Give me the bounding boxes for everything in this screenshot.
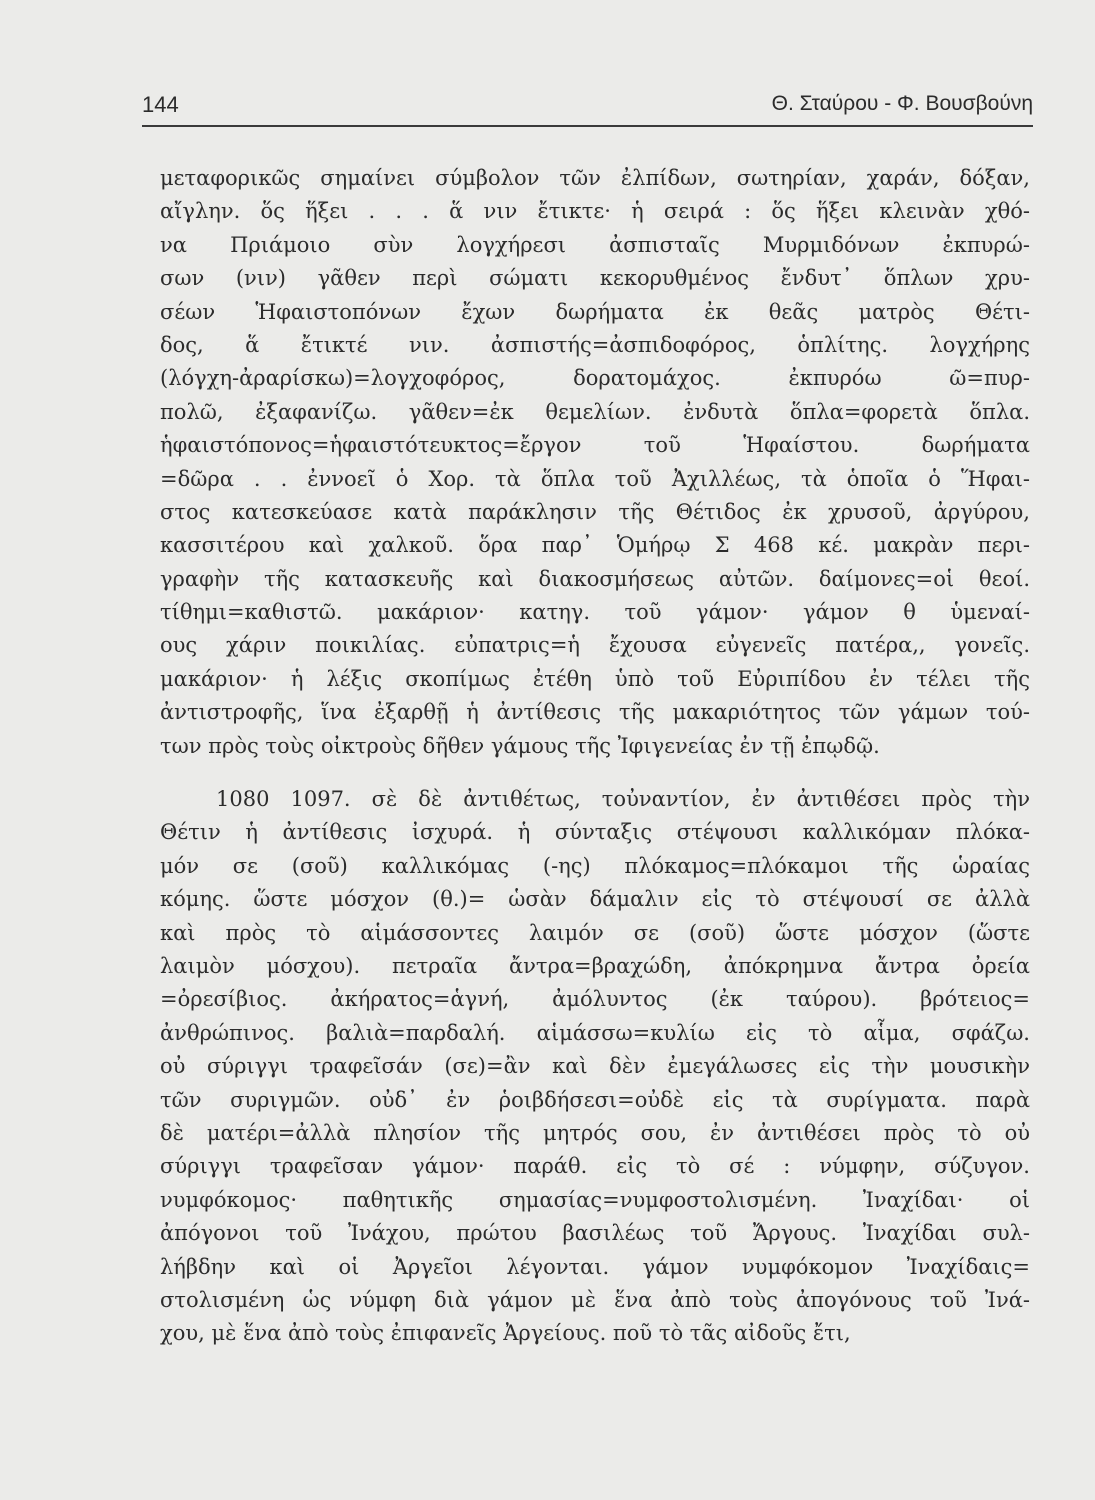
text-line: οὐ σύριγγι τραφεῖσάν (σε)=ἂν καὶ δὲν ἐμεγάλωσες εἰς τὴν μουσικὴν xyxy=(160,1054,1030,1079)
text-line: Θέτιν ἡ ἀντίθεσις ἰσχυρά. ἡ σύνταξις στέψουσι καλλικόμαν πλόκα- xyxy=(160,820,1030,845)
text-line: μεταφορικῶς σημαίνει σύμβολον τῶν ἐλπίδων, σωτηρίαν, χαράν, δόξαν, xyxy=(160,166,1030,190)
text-line: δος, ἅ ἔτικτέ νιν. ἀσπιστής=ἀσπιδοφόρος, ὁπλίτης. λογχήρης xyxy=(160,332,1030,357)
text-line: των πρὸς τοὺς οἰκτροὺς δῆθεν γάμους τῆς Ἰφιγενείας ἐν τῇ ἐπῳδῷ. xyxy=(160,733,880,758)
text-line: σέων Ἡφαιστοπόνων ἔχων δωρήματα ἐκ θεᾶς ματρὸς Θέτι- xyxy=(160,299,1030,324)
text-line: μακάριον· ἡ λέξις σκοπίμως ἐτέθη ὑπὸ τοῦ Εὐριπίδου ἐν τέλει τῆς xyxy=(160,666,1030,691)
text-line: καὶ πρὸς τὸ αἱμάσσοντες λαιμόν σε (σοῦ) ὥστε μόσχον (ὥστε xyxy=(160,920,1030,945)
commentary-text xyxy=(160,162,1030,1351)
page-number: 144 xyxy=(142,92,179,117)
page-header xyxy=(142,92,1033,124)
paragraph-1 xyxy=(160,162,1030,763)
header-rule xyxy=(142,125,1033,127)
text-line: ἀπόγονοι τοῦ Ἰνάχου, πρώτου βασιλέως τοῦ Ἄργους. Ἰναχίδαι συλ- xyxy=(160,1221,1030,1246)
text-line: σύριγγι τραφεῖσαν γάμον· παράθ. εἰς τὸ σέ : νύμφην, σύζυγον. xyxy=(160,1154,1030,1179)
text-line: πολῶ, ἐξαφανίζω. γᾶθεν=ἐκ θεμελίων. ἐνδυτὰ ὅπλα=φορετὰ ὅπλα. xyxy=(160,399,1030,424)
text-line: κασσιτέρου καὶ χαλκοῦ. ὅρα παρ᾽ Ὁμήρῳ Σ 468 κέ. μακρὰν περι- xyxy=(160,533,1030,558)
text-line: γραφὴν τῆς κατασκευῆς καὶ διακοσμήσεως αὐτῶν. δαίμονες=οἱ θεοί. xyxy=(160,566,1030,591)
text-line: κόμης. ὥστε μόσχον (θ.)= ὡσὰν δάμαλιν εἰς τὸ στέψουσί σε ἀλλὰ xyxy=(160,887,1030,912)
text-line: ους χάριν ποικιλίας. εὐπατρις=ἡ ἔχουσα εὐγενεῖς πατέρα,, γονεῖς. xyxy=(160,633,1030,658)
text-line: μόν σε (σοῦ) καλλικόμας (-ης) πλόκαμος=πλόκαμοι τῆς ὡραίας xyxy=(160,853,1030,878)
text-line: να Πριάμοιο σὺν λογχήρεσι ἀσπισταῖς Μυρμιδόνων ἐκπυρώ- xyxy=(160,232,1030,257)
text-line: στος κατεσκεύασε κατὰ παράκλησιν τῆς Θέτιδος ἐκ χρυσοῦ, ἀργύρου, xyxy=(160,499,1030,524)
text-line: =δῶρα . . ἐννοεῖ ὁ Χορ. τὰ ὅπλα τοῦ Ἀχιλλέως, τὰ ὁποῖα ὁ Ἥφαι- xyxy=(160,466,1030,491)
text-line: λήβδην καὶ οἱ Ἀργεῖοι λέγονται. γάμον νυμφόκομον Ἰναχίδαις= xyxy=(160,1254,1030,1279)
text-line: ἀντιστροφῆς, ἵνα ἐξαρθῇ ἡ ἀντίθεσις τῆς μακαριότητος τῶν γάμων τού- xyxy=(160,700,1030,725)
text-line: στολισμένη ὡς νύμφη διὰ γάμον μὲ ἕνα ἀπὸ τοὺς ἀπογόνους τοῦ Ἰνά- xyxy=(160,1287,1030,1312)
text-line: 1080 1097. σὲ δὲ ἀντιθέτως, τοὐναντίον, ἐν ἀντιθέσει πρὸς τὴν xyxy=(216,787,1030,812)
text-line: νυμφόκομος· παθητικῆς σημασίας=νυμφοστολισμένη. Ἰναχίδαι· οἱ xyxy=(160,1187,1030,1212)
text-line: αἴγλην. ὅς ἥξει . . . ἅ νιν ἔτικτε· ἡ σειρά : ὅς ἥξει κλεινὰν χθό- xyxy=(160,199,1030,224)
text-line: =ὀρεσίβιος. ἀκήρατος=ἁγνή, ἀμόλυντος (ἐκ ταύρου). βρότειος= xyxy=(160,987,1030,1012)
text-line: σων (νιν) γᾶθεν περὶ σώματι κεκορυθμένος ἔνδυτ᾽ ὅπλων χρυ- xyxy=(160,266,1030,291)
paragraph-gap xyxy=(160,763,1030,783)
text-line: ἡφαιστόπονος=ἡφαιστότευκτος=ἔργον τοῦ Ἡφαίστου. δωρήματα xyxy=(160,433,1030,458)
text-line: τῶν συριγμῶν. οὐδ᾽ ἐν ῥοιβδήσεσι=οὐδὲ εἰς τὰ συρίγματα. παρὰ xyxy=(160,1087,1030,1112)
text-line: (λόγχη-ἀραρίσκω)=λογχοφόρος, δορατομάχος. ἐκπυρόω ῶ=πυρ- xyxy=(160,366,1030,391)
paragraph-2 xyxy=(160,783,1030,1351)
text-line: ἀνθρώπινος. βαλιὰ=παρδαλή. αἱμάσσω=κυλίω εἰς τὸ αἷμα, σφάζω. xyxy=(160,1020,1030,1045)
text-line: λαιμὸν μόσχου). πετραῖα ἄντρα=βραχώδη, ἀπόκρημνα ἄντρα ὀρεία xyxy=(160,953,1030,978)
running-head: Θ. Σταύρου - Φ. Βουσβούνη xyxy=(771,92,1033,115)
text-line: δὲ ματέρι=ἀλλὰ πλησίον τῆς μητρός σου, ἐν ἀντιθέσει πρὸς τὸ οὐ xyxy=(160,1120,1030,1145)
text-line: τίθημι=καθιστῶ. μακάριον· κατηγ. τοῦ γάμον· γάμον θ ὑμεναί- xyxy=(160,600,1030,625)
text-line: χου, μὲ ἕνα ἀπὸ τοὺς ἐπιφανεῖς Ἀργείους. ποῦ τὸ τᾶς αἰδοῦς ἔτι, xyxy=(160,1321,851,1346)
